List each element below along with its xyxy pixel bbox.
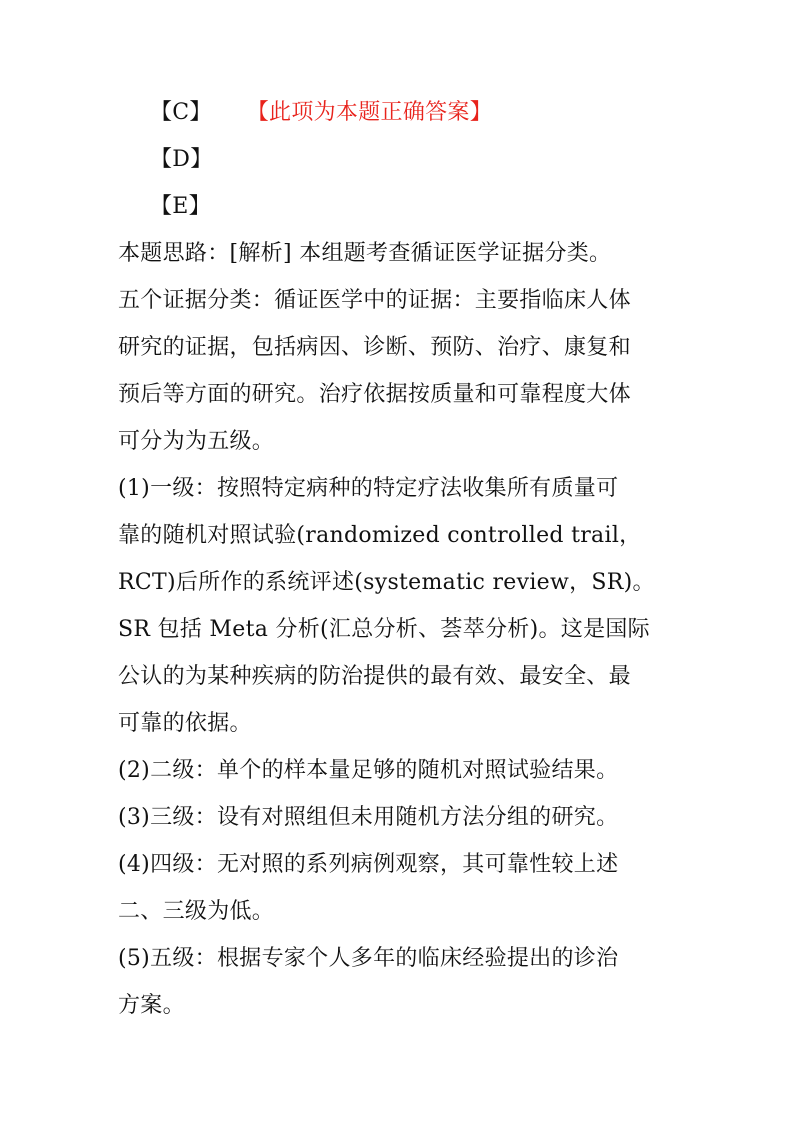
option-e-label: 【E】 bbox=[150, 194, 211, 219]
option-d-label: 【D】 bbox=[150, 147, 213, 172]
explanation-line: 方案。 bbox=[118, 993, 185, 1018]
explanation-line: 可分为为五级。 bbox=[118, 429, 275, 454]
explanation-line: SR 包括 Meta 分析(汇总分析、荟萃分析)。这是国际 bbox=[118, 617, 650, 642]
option-c bbox=[150, 98, 492, 128]
explanation-line: 靠的随机对照试验(randomized controlled trail， bbox=[118, 523, 642, 548]
explanation-line: RCT)后所作的系统评述(systematic review，SR)。 bbox=[118, 570, 655, 595]
explanation-line: 公认的为某种疾病的防治提供的最有效、最安全、最 bbox=[118, 664, 631, 689]
explanation-line: 预后等方面的研究。治疗依据按质量和可靠程度大体 bbox=[118, 382, 631, 407]
option-e bbox=[150, 192, 211, 222]
explanation-line: 可靠的依据。 bbox=[118, 711, 252, 736]
option-c-label: 【C】 bbox=[150, 100, 212, 125]
explanation-line: (3)三级：设有对照组但未用随机方法分组的研究。 bbox=[118, 805, 619, 830]
explanation-line: (4)四级：无对照的系列病例观察，其可靠性较上述 bbox=[118, 852, 619, 877]
explanation-line: 研究的证据，包括病因、诊断、预防、治疗、康复和 bbox=[118, 335, 631, 360]
option-d bbox=[150, 145, 213, 175]
explanation-line: 二、三级为低。 bbox=[118, 899, 275, 924]
explanation-line: (1)一级：按照特定病种的特定疗法收集所有质量可 bbox=[118, 476, 619, 501]
explanation-line: 本题思路：[解析] 本组题考查循证医学证据分类。 bbox=[118, 241, 612, 266]
explanation-line: (2)二级：单个的样本量足够的随机对照试验结果。 bbox=[118, 758, 619, 783]
explanation-line: (5)五级：根据专家个人多年的临床经验提出的诊治 bbox=[118, 946, 619, 971]
explanation-line: 五个证据分类：循证医学中的证据：主要指临床人体 bbox=[118, 288, 631, 313]
correct-answer-note: 【此项为本题正确答案】 bbox=[257, 100, 493, 125]
